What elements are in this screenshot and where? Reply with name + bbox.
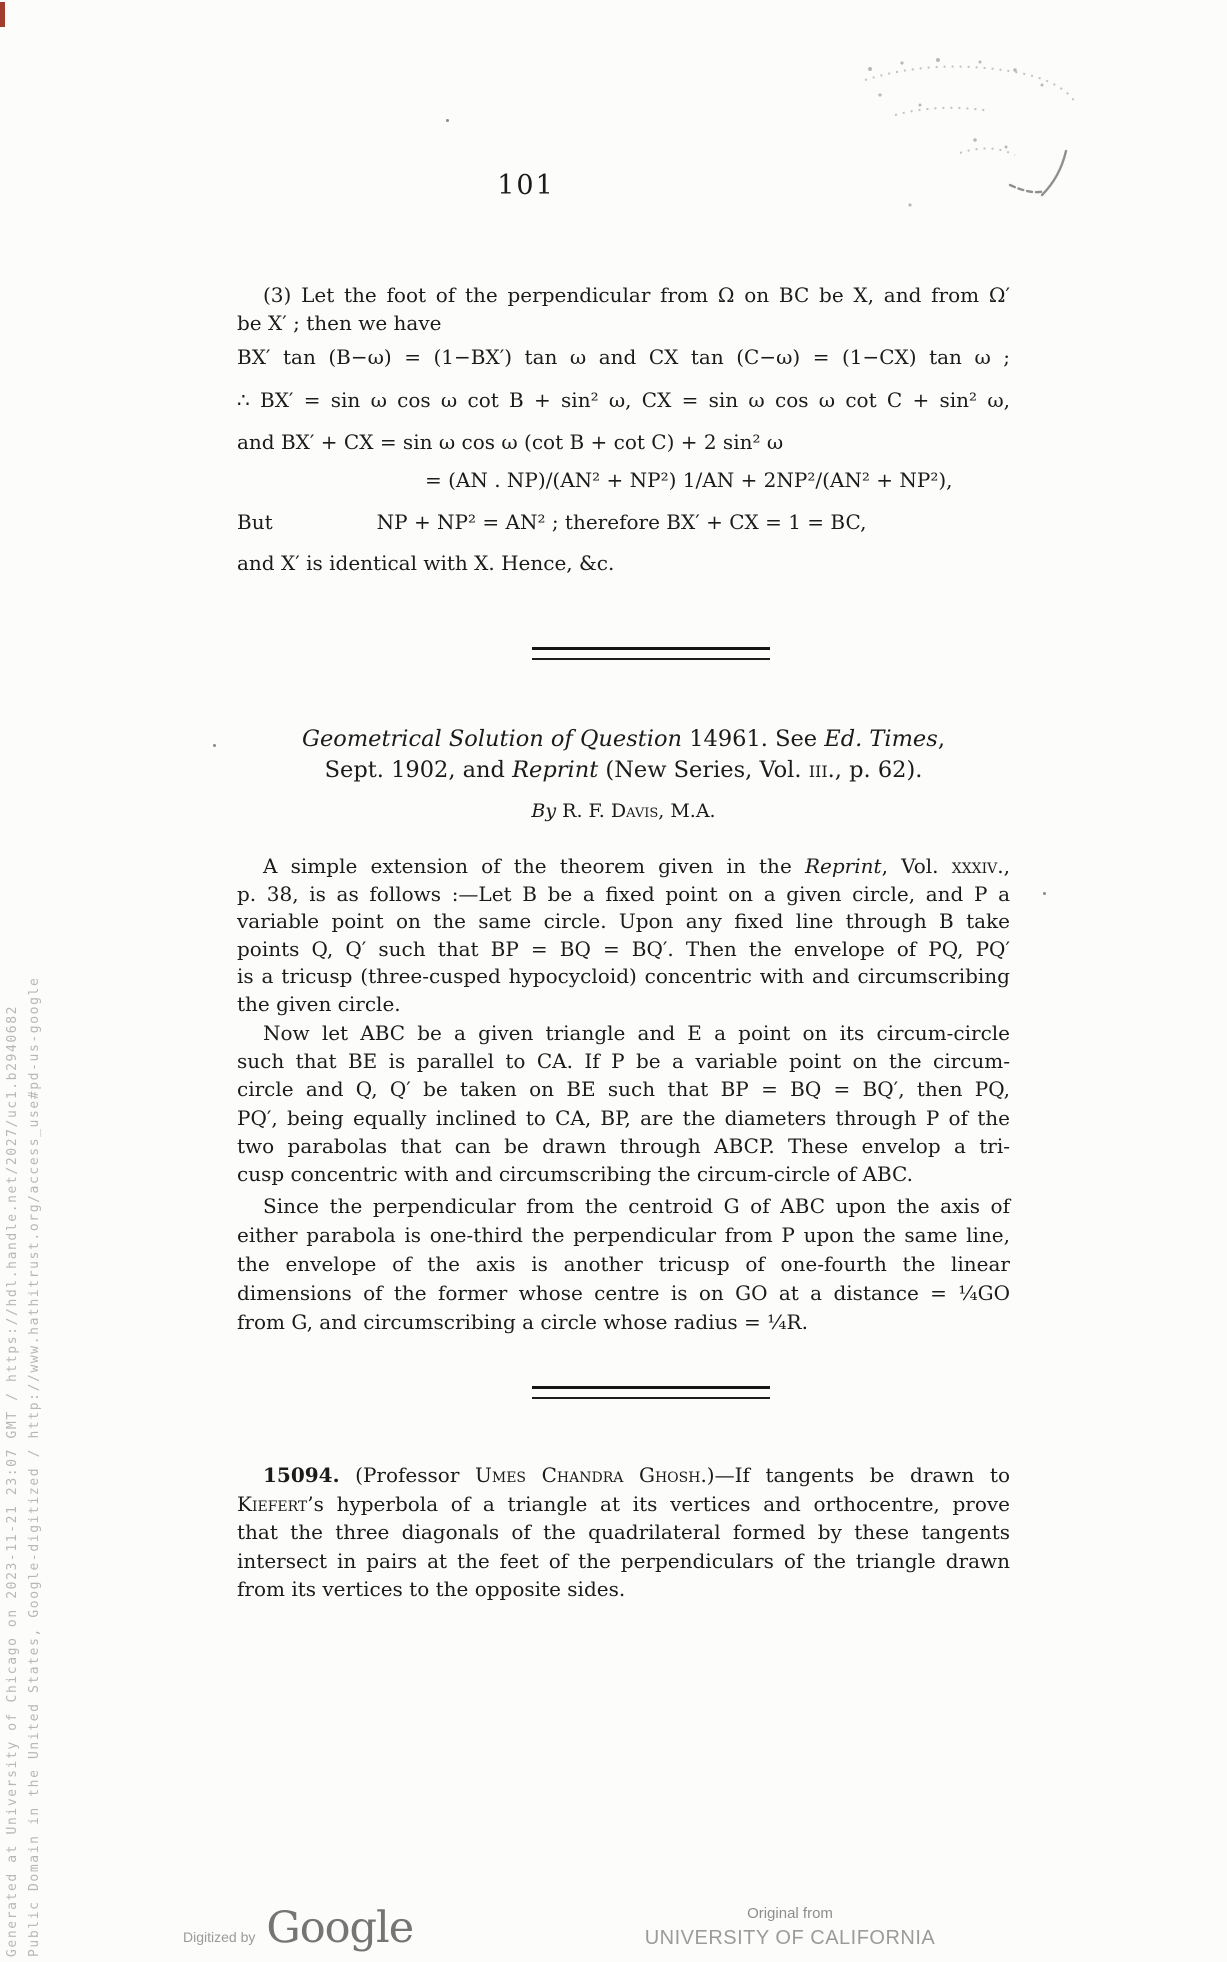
text-segment: ., [997,854,1010,878]
text-segment: , [937,726,945,752]
text-line [237,724,1010,755]
footer-original-from [600,1905,980,1950]
text-line: either parabola is one-third the perpendicular from P upon the same line, [237,1223,1010,1247]
equation-line-5 [237,510,1010,534]
page-number: 101 [497,170,555,201]
google-logo: Google [266,1903,414,1953]
ink-speck [446,119,449,122]
text-segment: xxxiv [951,854,998,878]
institution-name: UNIVERSITY OF CALIFORNIA [644,1927,936,1949]
original-from-label: Original from [747,1905,833,1922]
article-paragraph-3 [237,1192,1010,1337]
text-line [237,853,1010,881]
stamp-smudge [810,35,1130,215]
text-segment: Ed. Times [824,726,938,752]
text-line: Since the perpendicular from the centroid G of ABC upon the axis of [263,1194,1010,1218]
text-line: is a tricusp (three-cusped hypocycloid) concentric with and circumscribing [237,964,1010,989]
text-line: the envelope of the axis is another tricusp of one-fourth the linear [237,1252,1010,1276]
text-segment: Kiefert [237,1491,308,1516]
article-paragraph-2 [237,1019,1010,1188]
text-line: from its vertices to the opposite sides. [237,1577,626,1602]
solution-3-conclusion: and X′ is identical with X. Hence, &c. [237,551,615,575]
section-divider [532,647,770,660]
text-line: be X′ ; then we have [237,311,442,335]
text-line: variable point on the same circle. Upon any fixed line through B take [237,909,1010,934]
text-segment: iii [808,757,828,783]
text-segment: Reprint [804,854,882,878]
equation-label: But [237,510,273,534]
text-line: such that BE is parallel to CA. If P be a variable point on the circum- [237,1049,1010,1074]
text-line: intersect in pairs at the feet of the perpendiculars of the triangle drawn [237,1548,1010,1573]
solution-3-intro [237,281,1010,337]
text-segment: By [531,800,563,822]
text-line: two parabolas that can be drawn through ABCP. These envelop a tri- [237,1133,1010,1158]
text-line: dimensions of the former whose centre is on GO at a distance = ¼GO [237,1281,1010,1305]
text-segment: Davis [610,800,659,822]
question-15094-paragraph [237,1461,1010,1604]
page-edge-mark [0,2,5,27]
article-paragraph-1 [237,853,1010,1019]
text-segment: Geometrical Solution of Question [302,726,690,752]
text-segment: Umes Chandra Ghosh [475,1463,701,1487]
hathitrust-watermark-line-1: Generated at University of Chicago on 2023-11-21 23:07 GMT / https://hdl.handle.net/2027/uc1.b2940682 [5,1004,20,1957]
text-line: PQ′, being equally inclined to CA, BP, are the diameters through P of the [237,1105,1010,1130]
footer-digitized [183,1903,413,1953]
ink-speck [1043,892,1046,895]
equation-line-1: BX′ tan (B−ω) = (1−BX′) tan ω and CX tan (C−ω) = (1−CX) tan ω ; [237,345,1010,369]
text-segment: ., p. 62). [827,757,923,783]
text-line: that the three diagonals of the quadrilateral formed by these tangents [237,1520,1010,1545]
text-line: (3) Let the foot of the perpendicular from Ω on BC be X, and from Ω′ [263,283,1010,307]
text-line: p. 38, is as follows :—Let B be a fixed point on a given circle, and P a [237,881,1010,906]
digitized-by-label: Digitized by [183,1929,256,1945]
text-segment: (Professor [339,1463,475,1487]
text-line: from G, and circumscribing a circle whose radius = ¼R. [237,1310,808,1334]
text-line: Now let ABC be a given triangle and E a point on its circum-circle [263,1021,1010,1045]
text-line: cusp concentric with and circumscribing the circum-circle of ABC. [237,1162,914,1187]
hathitrust-watermark-line-2: Public Domain in the United States, Google-digitized / http://www.hathitrust.org/access_use#pd-us-google [27,976,42,1957]
text-segment: , Vol. [881,854,952,878]
equation-line-4: = (AN . NP)/(AN² + NP²) 1/AN + 2NP²/(AN² + NP²), [425,468,953,492]
ink-speck [213,744,216,747]
text-segment: (New Series, Vol. [598,757,809,783]
equation-body: NP + NP² = AN² ; therefore BX′ + CX = 1 = BC, [376,510,867,534]
section-divider [532,1386,770,1399]
text-line: the given circle. [237,991,401,1016]
text-segment: Reprint [512,757,599,783]
text-line: circle and Q, Q′ be taken on BE such that BP = BQ = BQ′, then PQ, [237,1077,1010,1102]
text-segment: R. F. [562,800,611,822]
text-segment: 15094. [263,1463,340,1487]
text-line [237,1490,1010,1519]
text-segment: ’s hyperbola of a triangle at its vertices and orthocentre, prove [307,1491,1010,1516]
text-line [237,1461,1010,1490]
text-line: points Q, Q′ such that BP = BQ = BQ′. Then the envelope of PQ, PQ′ [237,936,1010,961]
text-segment: A simple extension of the theorem given in the [263,854,805,878]
text-segment: .)—If tangents be drawn to [700,1463,1010,1487]
equation-line-3: and BX′ + CX = sin ω cos ω (cot B + cot C) + 2 sin² ω [237,430,784,454]
text-segment: , M.A. [658,800,716,822]
text-line [237,755,1010,786]
article-byline [237,800,1010,822]
text-segment: 14961. See [689,726,825,752]
equation-line-2: ∴ BX′ = sin ω cos ω cot B + sin² ω, CX = sin ω cos ω cot C + sin² ω, [237,388,1010,412]
article-title [237,724,1010,786]
text-segment: Sept. 1902, and [324,757,513,783]
